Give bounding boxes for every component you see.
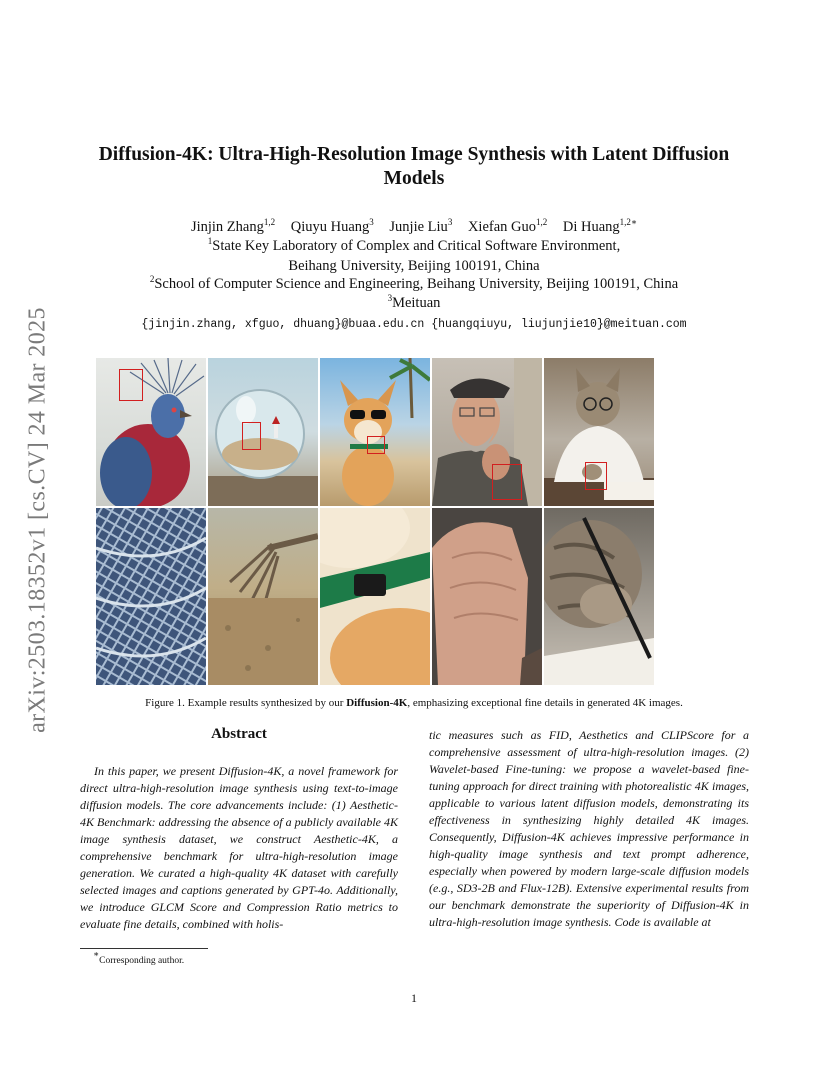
image-old-man-thinking — [432, 358, 542, 506]
abstract-left-column — [80, 763, 398, 933]
author: Xiefan Guo$^{1,2}$ — [467, 217, 548, 235]
author: Junjie Liu$^3$ — [389, 217, 453, 235]
roi-box — [585, 462, 607, 490]
roi-box — [119, 369, 143, 401]
image-corgi-collar — [320, 508, 430, 685]
abstract-paragraph-left: In this paper, we present Diffusion-4K, a novel framework for direct ultra-high-resolution image synthesis using text-to-image diffusion models. The core advancements include: (1) Aesthetic-4K Benchmark: addressing the absence of a publicly available 4K image synthesis dataset, we construct Aesthetic-4K, a comprehensive benchmark for ultra-high-resolution image generation. We curated a high-quality 4K dataset with carefully selected images and captions generated by GPT-4o. Additionally, we introduce GLCM Score and Compression Ratio metrics to evaluate fine details, combined with holis- — [80, 764, 398, 931]
affiliation-2: $^2$School of Computer Science and Engineering, Beihang University, Beijing 100191, China — [149, 274, 679, 292]
image-rake-in-sand — [208, 508, 318, 685]
caption-suffix: , emphasizing exceptional fine details in generated 4K images. — [407, 697, 683, 709]
author-list — [70, 219, 758, 236]
image-corgi-sunglasses — [320, 358, 430, 506]
image-glass-sphere — [208, 358, 318, 506]
figure-caption — [96, 697, 732, 709]
image-cat-scientist — [544, 358, 654, 506]
caption-bold: Diffusion-4K — [346, 697, 408, 709]
affiliation-3: $^3$Meituan — [387, 293, 441, 311]
roi-box — [492, 464, 522, 500]
abstract-paragraph-right: tic measures such as FID, Aesthetics and CLIPScore for a comprehensive assessment of ultra-high-resolution images. (2) Wavelet-based Fine-tuning: we propose a wavelet-based fine-tuning approach for direct training with photorealistic 4K images, applicable to various latent diffusion models, demonstrating its effectiveness in synthesizing highly detailed 4K images. Consequently, Diffusion-4K achieves impressive performance in high-quality image synthesis and text prompt adherence, especially when powered by modern large-scale diffusion models (e.g., SD3-2B and Flux-12B). Extensive experimental results from our benchmark demonstrate the superiority of Diffusion-4K in ultra-high-resolution image synthesis. Code is available at — [429, 728, 749, 929]
image-feather-detail — [96, 508, 206, 685]
figure-1-grid — [96, 358, 732, 685]
abstract-heading: Abstract — [211, 726, 267, 742]
image-cat-paw-pen — [544, 508, 654, 685]
title-line-1: Diffusion-4K: Ultra-High-Resolution Image Synthesis with Latent Diffusion — [98, 144, 730, 165]
affiliation-1: $^1$State Key Laboratory of Complex and Critical Software Environment, — [207, 236, 621, 254]
image-peacock-pigeon — [96, 358, 206, 506]
footnote-rule — [80, 948, 208, 949]
affiliation-1-cont: Beihang University, Beijing 100191, China — [288, 258, 540, 274]
author: Qiuyu Huang$^3$ — [290, 217, 374, 235]
paper-title — [70, 143, 758, 191]
page-number: 1 — [411, 991, 417, 1005]
abstract-right-column — [429, 727, 749, 931]
author: Di Huang$^{1,2∗}$ — [562, 217, 638, 235]
roi-box — [242, 422, 261, 450]
author-emails: {jinjin.zhang, xfguo, dhuang}@buaa.edu.cn {huangqiuyu, liujunjie10}@meituan.com — [141, 318, 687, 331]
image-hand-closeup — [432, 508, 542, 685]
arxiv-stamp-text: arXiv:2503.18352v1 [cs.CV] 24 Mar 2025 — [24, 307, 51, 733]
author: Jinjin Zhang$^{1,2}$ — [190, 217, 276, 235]
roi-box — [367, 436, 385, 454]
title-line-2: Models — [383, 168, 445, 189]
footnote: ∗Corresponding author. — [93, 949, 185, 966]
caption-prefix: Figure 1. Example results synthesized by our — [145, 697, 347, 709]
